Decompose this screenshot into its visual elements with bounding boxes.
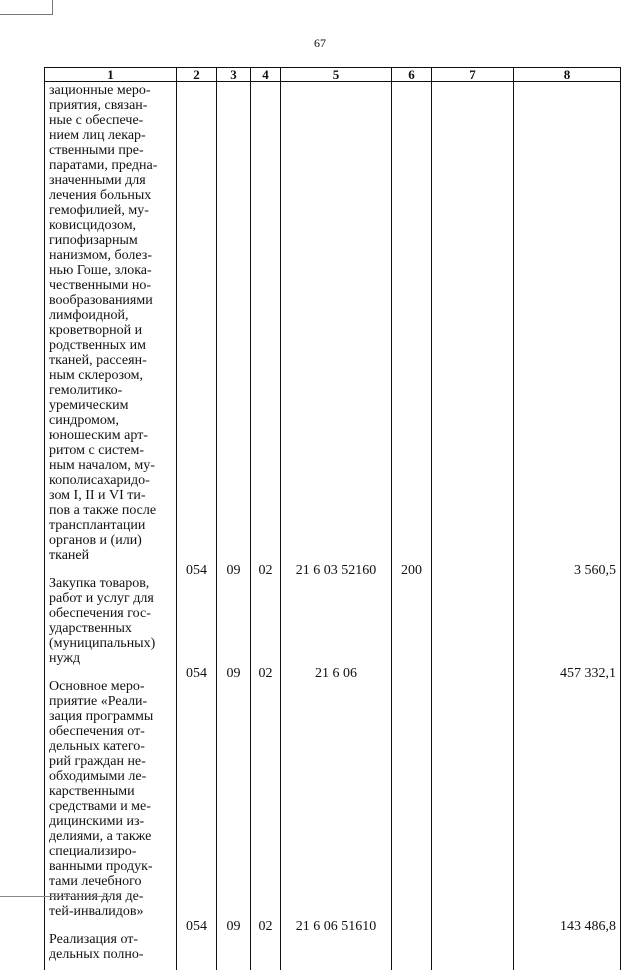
row-name-line: гемофилией, му-: [49, 203, 149, 218]
row-name-line: уремическим: [49, 398, 129, 413]
header-col-1: 1: [45, 68, 177, 82]
row-name-line: ванными продук-: [49, 859, 153, 874]
row-name-line: нием лиц лекар-: [49, 128, 146, 143]
row-name: [45, 919, 177, 970]
table-row: [45, 82, 621, 564]
row-name-line: работ и услуг для: [49, 591, 154, 606]
scan-bottom-rule: [0, 896, 110, 897]
row-name-line: кополисахаридо-: [49, 473, 150, 488]
row-name-line: зом I, II и VI ти-: [49, 488, 146, 503]
row-name-line: нужд: [49, 651, 81, 666]
row-name-line: карственными: [49, 784, 135, 799]
row-name-line: паратами, предна-: [49, 158, 158, 173]
table-row: [45, 919, 621, 970]
header-col-2: 2: [177, 68, 217, 82]
row-name-line: тей-инвалидов»: [49, 904, 144, 919]
amount-value: 143 486,8: [514, 919, 621, 970]
row-name: [45, 666, 177, 919]
section-code: 09: [217, 919, 251, 970]
row-name-line: ритом с систем-: [49, 443, 145, 458]
row-name-line: рий граждан не-: [49, 754, 146, 769]
row-name-line: дельных полно-: [49, 947, 144, 962]
expense-type-code: 200: [392, 563, 432, 666]
row-name-line: лимфоидной,: [49, 308, 129, 323]
row-name-line: обеспечения гос-: [49, 606, 151, 621]
row-name-line: нью Гоше, злока-: [49, 263, 152, 278]
row-name-line: ным началом, му-: [49, 458, 155, 473]
row-name-line: приятия, связан-: [49, 98, 148, 113]
page-number: 67: [314, 36, 326, 50]
header-col-3: 3: [217, 68, 251, 82]
amount-value: [514, 82, 621, 564]
row-name-line: кроветворной и: [49, 323, 143, 338]
table-row: [45, 666, 621, 919]
target-article-code: 21 6 03 52160: [281, 563, 392, 666]
row-name-line: нанизмом, болез-: [49, 248, 152, 263]
row-name-line: ные с обеспече-: [49, 113, 144, 128]
row-name-line: чественными но-: [49, 278, 152, 293]
amount-value: 3 560,5: [514, 563, 621, 666]
row-name-line: тканей, рассеян-: [49, 353, 147, 368]
row-name-line: гемолитико-: [49, 383, 123, 398]
subsection-code: [251, 82, 281, 564]
target-article-code: 21 6 06: [281, 666, 392, 919]
row-name-line: ковисцидозом,: [49, 218, 137, 233]
header-col-8: 8: [514, 68, 621, 82]
section-code: 09: [217, 666, 251, 919]
table-row: [45, 563, 621, 666]
row-name-line: дельных катего-: [49, 739, 145, 754]
table-header-row: [45, 68, 621, 82]
row-name-line: тами лечебного: [49, 874, 142, 889]
ministry-code: 054: [177, 666, 217, 919]
row-name-line: вообразованиями: [49, 293, 153, 308]
row-name-line: тканей: [49, 548, 90, 563]
row-name-line: синдромом,: [49, 413, 120, 428]
row-name-line: обеспечения от-: [49, 724, 145, 739]
col-7-value: [432, 82, 514, 564]
row-name-line: ственными пре-: [49, 143, 144, 158]
header-col-4: 4: [251, 68, 281, 82]
row-name-line: Основное меро-: [49, 679, 145, 694]
target-article-code: 21 6 06 51610: [281, 919, 392, 970]
col-7-value: [432, 563, 514, 666]
row-name-line: родственных им: [49, 338, 147, 353]
expense-type-code: [392, 919, 432, 970]
amount-value: 457 332,1: [514, 666, 621, 919]
row-name-line: ударственных: [49, 621, 132, 636]
expense-type-code: [392, 666, 432, 919]
ministry-code: 054: [177, 919, 217, 970]
section-code: 09: [217, 563, 251, 666]
row-name-line: зационные меро-: [49, 83, 151, 98]
row-name-line: пов а также после: [49, 503, 157, 518]
row-name-line: (муниципальных): [49, 636, 156, 651]
row-name-line: гипофизарным: [49, 233, 138, 248]
row-name-line: трансплантации: [49, 518, 146, 533]
row-name-line: средствами и ме-: [49, 799, 151, 814]
subsection-code: 02: [251, 563, 281, 666]
row-name-line: органов и (или): [49, 533, 142, 548]
row-name-line: специализиро-: [49, 844, 137, 859]
expense-type-code: [392, 82, 432, 564]
ministry-code: 054: [177, 563, 217, 666]
row-name-line: обходимыми ле-: [49, 769, 147, 784]
subsection-code: 02: [251, 666, 281, 919]
row-name-line: зация программы: [49, 709, 154, 724]
row-name: [45, 563, 177, 666]
target-article-code: [281, 82, 392, 564]
row-name-line: значенными для: [49, 173, 146, 188]
row-name-line: делиями, а также: [49, 829, 152, 844]
row-name: [45, 82, 177, 564]
col-7-value: [432, 919, 514, 970]
subsection-code: 02: [251, 919, 281, 970]
header-col-7: 7: [432, 68, 514, 82]
row-name-line: дицинскими из-: [49, 814, 145, 829]
scan-corner-mark: [0, 0, 53, 15]
ministry-code: [177, 82, 217, 564]
row-name-line: юношеским арт-: [49, 428, 148, 443]
row-name-line: приятие «Реали-: [49, 694, 148, 709]
row-name-line: ным склерозом,: [49, 368, 144, 383]
col-7-value: [432, 666, 514, 919]
header-col-6: 6: [392, 68, 432, 82]
row-name-line: лечения больных: [49, 188, 152, 203]
row-name-line: питания для де-: [49, 889, 144, 904]
row-name-line: Реализация от-: [49, 932, 139, 947]
budget-table: [44, 67, 621, 970]
header-col-5: 5: [281, 68, 392, 82]
row-name-line: Закупка товаров,: [49, 576, 150, 591]
section-code: [217, 82, 251, 564]
